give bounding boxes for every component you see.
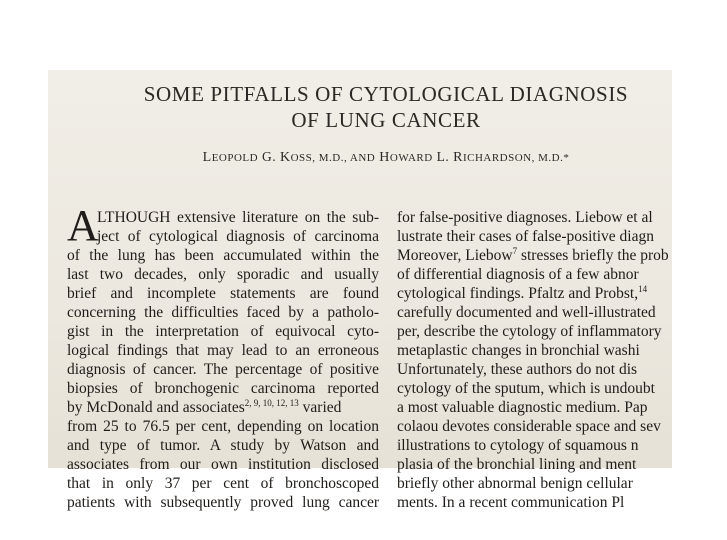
right-line-11: a most valuable diagnostic medium. Pap [397,399,648,416]
left-line-7: gist in the interpretation of equivocal cyto- [67,323,379,340]
right-line-12: colaou devotes considerable space and sev [397,418,661,435]
right-line-15: briefly other abnormal benign cellular [397,475,633,492]
scanned-page [48,70,672,511]
author-conjunction: AND [349,152,376,164]
right-line-13: illustrations to cytology of squamous n [397,437,639,454]
right-line-4: of differential diagnosis of a few abnor [397,266,639,283]
right-line-14: plasia of the bronchial lining and ment [397,456,637,473]
left-line-8: logical findings that may lead to an erroneous [67,342,379,359]
left-line-5: brief and incomplete statements are found [67,285,379,302]
drop-cap: A [67,201,99,250]
left-line-1: LTHOUGH extensive literature on the sub- [97,209,379,226]
left-line-15: that in only 37 per cent of bronchoscoped [67,475,379,492]
citation-ref-pfaltz: 14 [638,284,648,294]
author2-degree: , M.D.* [531,152,570,164]
author1-last-initial: K [279,150,291,165]
left-line-13: and type of tumor. A study by Watson and [67,437,379,454]
right-line-5 [397,284,647,303]
author1-degree: , M.D., [312,152,350,164]
author2-middle: L. [432,149,454,164]
author1-middle: G. [258,149,280,164]
author2-first-rest: OWARD [389,152,433,164]
left-line-9: diagnosis of cancer. The percentage of positive [67,361,379,378]
right-line-10: cytology of the sputum, which is undoubt [397,380,655,397]
left-line-11 [67,398,379,417]
left-line-16: patients with subsequently proved lung cancer [67,494,379,511]
author2-last-rest: ICHARDSON [462,152,532,164]
article-title-line-1: SOME PITFALLS OF CYTOLOGICAL DIAGNOSIS [143,82,629,106]
left-line-11-tail: varied [298,399,342,416]
right-line-16: ments. In a recent communication Pl [397,494,625,511]
author1-last-rest: OSS [290,152,313,164]
left-line-10: biopsies of bronchogenic carcinoma reported [67,380,379,397]
left-line-2: ject of cytological diagnosis of carcinoma [97,228,379,245]
author1-first-initial: L [202,150,212,165]
right-line-5-text: cytological findings. Pfaltz and Probst, [397,285,639,302]
author2-first-initial: H [375,150,390,165]
right-line-1: for false-positive diagnoses. Liebow et al [397,209,653,226]
left-line-6: concerning the difficulties faced by a patholo- [67,304,379,321]
left-line-12: from 25 to 76.5 per cent, depending on location [67,418,379,435]
right-line-8: metaplastic changes in bronchial washi [397,342,640,359]
right-line-9: Unfortunately, these authors do not dis [397,361,638,378]
citation-refs: 2, 9, 10, 12, 13 [244,398,299,408]
right-line-7: per, describe the cytology of inflammatory [397,323,662,340]
left-line-4: last two decades, only sporadic and usually [67,266,379,283]
left-line-14: associates from our own institution disclosed [67,456,379,473]
right-line-3-text: Moreover, Liebow [397,247,513,264]
author2-last-initial: R [453,150,463,165]
right-line-3 [397,246,669,265]
right-line-6: carefully documented and well-illustrated [397,304,656,321]
author1-first-rest: EOPOLD [211,152,259,164]
right-line-3-tail: stresses briefly the prob [517,247,669,264]
citation-ref-liebow: 7 [512,246,518,256]
left-line-3: of the lung has been accumulated within the [67,247,379,264]
author-byline [48,149,724,166]
right-line-2: lustrate their cases of false-positive diagn [397,228,654,245]
left-line-11-text: by McDonald and associates [67,399,245,416]
article-title-line-2: OF LUNG CANCER [291,108,481,132]
